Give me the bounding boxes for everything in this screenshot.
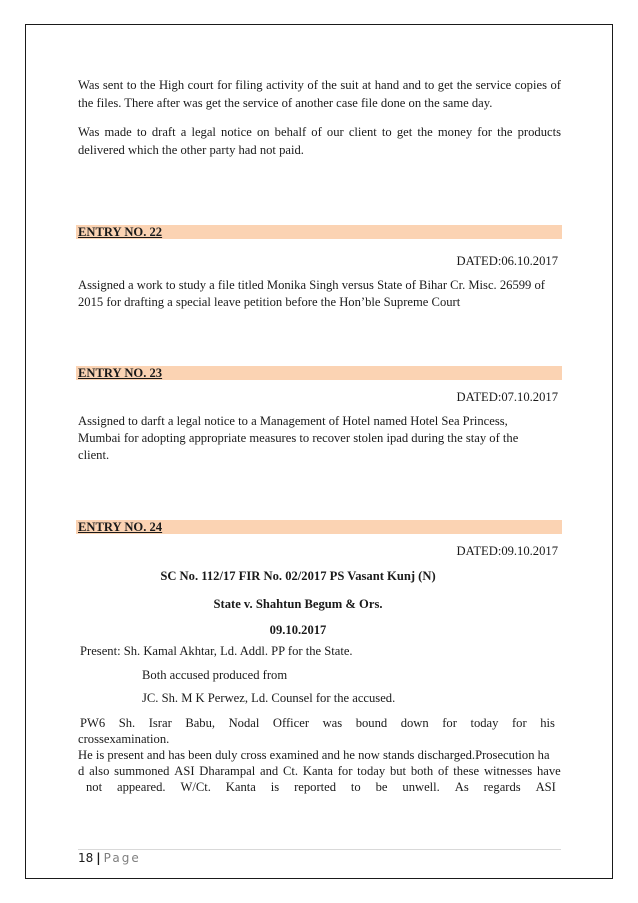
word: appeared. bbox=[116, 780, 166, 794]
word: summoned bbox=[114, 764, 170, 778]
word: today bbox=[470, 716, 499, 730]
footer-separator: | bbox=[96, 851, 101, 865]
page-label: Page bbox=[103, 851, 141, 865]
word: not bbox=[86, 780, 103, 794]
entry-23-line-1: Assigned to darft a legal notice to a Management of Hotel named Hotel Sea Princess, bbox=[78, 414, 508, 428]
word: witnesses bbox=[483, 764, 533, 778]
word: Israr bbox=[148, 716, 172, 730]
word: of bbox=[437, 764, 449, 778]
word: unwell. bbox=[402, 780, 440, 794]
word: Officer bbox=[272, 716, 310, 730]
word: Ct. bbox=[283, 764, 299, 778]
present-line: Present: Sh. Kamal Akhtar, Ld. Addl. PP for the State. bbox=[80, 644, 353, 658]
word: As bbox=[454, 780, 469, 794]
intro-paragraph-2: Was made to draft a legal notice on behalf of our client to get the money for the products delivered which the other party had not paid. bbox=[78, 125, 561, 157]
case-title: SC No. 112/17 FIR No. 02/2017 PS Vasant Kunj (N) bbox=[160, 569, 436, 583]
word: be bbox=[375, 780, 388, 794]
entry-23-line-3: client. bbox=[78, 448, 110, 462]
entry-23-label: ENTRY NO. 23 bbox=[78, 366, 163, 380]
word: but bbox=[389, 764, 407, 778]
entry-23-line-2: Mumbai for adopting appropriate measures to recover stolen ipad during the stay of the bbox=[78, 431, 519, 445]
word: is bbox=[270, 780, 280, 794]
word: have bbox=[537, 764, 561, 778]
case-date: 09.10.2017 bbox=[269, 623, 327, 637]
word: Nodal bbox=[228, 716, 260, 730]
accused-line: Both accused produced from bbox=[142, 668, 288, 682]
pw6-line bbox=[80, 715, 555, 731]
entry-22-date: DATED:06.10.2017 bbox=[456, 254, 558, 268]
word: regards bbox=[483, 780, 521, 794]
word: Dharampal bbox=[199, 764, 256, 778]
entry-24-label: ENTRY NO. 24 bbox=[78, 520, 163, 534]
summoned-line bbox=[78, 763, 561, 779]
entry-24-date: DATED:09.10.2017 bbox=[456, 544, 558, 558]
case-parties: State v. Shahtun Begum & Ors. bbox=[213, 597, 383, 611]
word: ASI bbox=[535, 780, 556, 794]
footer-rule bbox=[78, 849, 561, 850]
word: both bbox=[410, 764, 434, 778]
word: Sh. bbox=[118, 716, 136, 730]
word: Kanta bbox=[302, 764, 333, 778]
word: today bbox=[357, 764, 386, 778]
word: ASI bbox=[174, 764, 195, 778]
word: these bbox=[453, 764, 480, 778]
intro-paragraph-1: Was sent to the High court for filing activity of the suit at hand and to get the service copies of the files. There after was get the service of another case file done on the same day. bbox=[78, 78, 561, 110]
pw6-line-2: crossexamination. bbox=[78, 732, 170, 746]
word: was bbox=[322, 716, 343, 730]
word: bound bbox=[355, 716, 388, 730]
word: for bbox=[337, 764, 353, 778]
entry-23-date: DATED:07.10.2017 bbox=[456, 390, 558, 404]
word: d bbox=[78, 764, 85, 778]
word: his bbox=[540, 716, 555, 730]
last-line bbox=[86, 779, 556, 795]
word: to bbox=[350, 780, 361, 794]
word: down bbox=[400, 716, 429, 730]
word: and bbox=[260, 764, 279, 778]
word: PW6 bbox=[80, 716, 106, 730]
word: for bbox=[511, 716, 527, 730]
word: also bbox=[89, 764, 110, 778]
word: for bbox=[442, 716, 457, 730]
entry-22-line-1: Assigned a work to study a file titled Monika Singh versus State of Bihar Cr. Misc. 26599 of bbox=[78, 278, 545, 292]
page-number: 18 bbox=[78, 851, 94, 865]
counsel-line: JC. Sh. M K Perwez, Ld. Counsel for the accused. bbox=[142, 691, 396, 705]
word: reported bbox=[294, 780, 337, 794]
word: Babu, bbox=[185, 716, 216, 730]
entry-22-line-2: 2015 for drafting a special leave petition before the Hon’ble Supreme Court bbox=[78, 295, 461, 309]
word: W/Ct. bbox=[180, 780, 211, 794]
entry-22-label: ENTRY NO. 22 bbox=[78, 225, 163, 239]
word: Kanta bbox=[225, 780, 256, 794]
discharge-line: He is present and has been duly cross examined and he now stands discharged.Prosecution ha bbox=[78, 748, 550, 762]
page-footer bbox=[78, 850, 141, 866]
